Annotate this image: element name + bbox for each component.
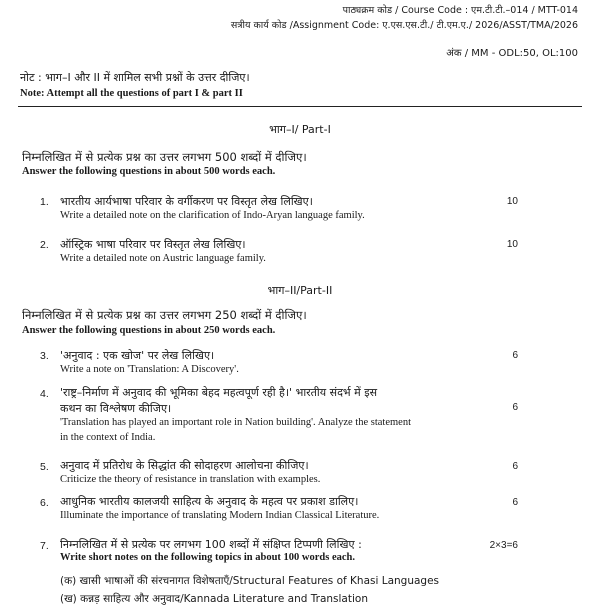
question-number: 6.: [40, 497, 49, 509]
question-number: 7.: [40, 540, 49, 552]
part1-title: भाग–I/ Part-I: [269, 123, 331, 136]
question-marks: 6: [512, 350, 518, 361]
question-marks: 6: [512, 402, 518, 413]
question-english: Write a detailed note on the clarification of Indo-Aryan language family.: [60, 210, 365, 221]
question-english: Illuminate the importance of translating Modern Indian Classical Literature.: [60, 510, 380, 521]
subquestion-b: (ख) कन्नड़ साहित्य और अनुवाद/Kannada Literature and Translation: [60, 593, 368, 605]
question-english: in the context of India.: [60, 432, 156, 443]
divider: [18, 106, 582, 107]
assignment-code-line: सत्रीय कार्य कोड /Assignment Code: ए.एस.एस.टी./ टी.एम.ए./ 2026/ASST/TMA/2026: [230, 20, 578, 31]
part2-title: भाग–II/Part-II: [267, 284, 333, 297]
question-marks: 2×3=6: [489, 540, 518, 551]
question-hindi: अनुवाद में प्रतिरोध के सिद्धांत की सोदाहरण आलोचना कीजिए।: [60, 459, 309, 472]
question-number: 1.: [40, 196, 49, 208]
note-english: Note: Attempt all the questions of part I & part II: [20, 88, 243, 99]
part2-instruction-english: Answer the following questions in about 250 words each.: [22, 325, 276, 336]
question-number: 4.: [40, 388, 49, 400]
course-code-line: पाठ्यक्रम कोड / Course Code : एम.टी.टी.–014 / MTT-014: [342, 5, 578, 16]
question-english: 'Translation has played an important role in Nation building'. Analyze the statement: [60, 417, 411, 428]
part1-instruction-english: Answer the following questions in about 500 words each.: [22, 166, 276, 177]
marks-line: अंक / MM - ODL:50, OL:100: [446, 48, 578, 59]
question-number: 5.: [40, 461, 49, 473]
question-number: 2.: [40, 239, 49, 251]
question-hindi: आधुनिक भारतीय कालजयी साहित्य के अनुवाद के महत्व पर प्रकाश डालिए।: [60, 495, 359, 508]
part1-instruction-hindi: निम्नलिखित में से प्रत्येक प्रश्न का उत्तर लगभग 500 शब्दों में दीजिए।: [22, 150, 307, 164]
question-marks: 10: [506, 239, 518, 250]
question-hindi: 'अनुवाद : एक खोज' पर लेख लिखिए।: [60, 349, 215, 362]
question-hindi: निम्नलिखित में से प्रत्येक पर लगभग 100 शब्दों में संक्षिप्त टिप्पणी लिखिए :: [60, 538, 362, 551]
question-marks: 10: [506, 196, 518, 207]
question-hindi: कथन का विश्लेषण कीजिए।: [60, 402, 172, 415]
note-hindi: नोट : भाग–I और II में शामिल सभी प्रश्नों के उत्तर दीजिए।: [20, 71, 250, 84]
question-marks: 6: [512, 497, 518, 508]
question-marks: 6: [512, 461, 518, 472]
question-english: Criticize the theory of resistance in translation with examples.: [60, 474, 321, 485]
question-hindi: भारतीय आर्यभाषा परिवार के वर्गीकरण पर विस्तृत लेख लिखिए।: [60, 195, 313, 208]
question-hindi: 'राष्ट्र–निर्माण में अनुवाद की भूमिका बेहद महत्वपूर्ण रही है।' भारतीय संदर्भ में इस: [60, 386, 378, 399]
question-english: Write short notes on the following topics in about 100 words each.: [60, 552, 355, 563]
part2-instruction-hindi: निम्नलिखित में से प्रत्येक प्रश्न का उत्तर लगभग 250 शब्दों में दीजिए।: [22, 308, 307, 322]
question-hindi: ऑस्ट्रिक भाषा परिवार पर विस्तृत लेख लिखिए।: [60, 238, 246, 251]
subquestion-a: (क) खासी भाषाओं की संरचनागत विशेषताएँ/Structural Features of Khasi Languages: [60, 575, 440, 587]
question-english: Write a detailed note on Austric language family.: [60, 253, 266, 264]
question-english: Write a note on 'Translation: A Discovery'.: [60, 364, 239, 375]
question-number: 3.: [40, 350, 49, 362]
